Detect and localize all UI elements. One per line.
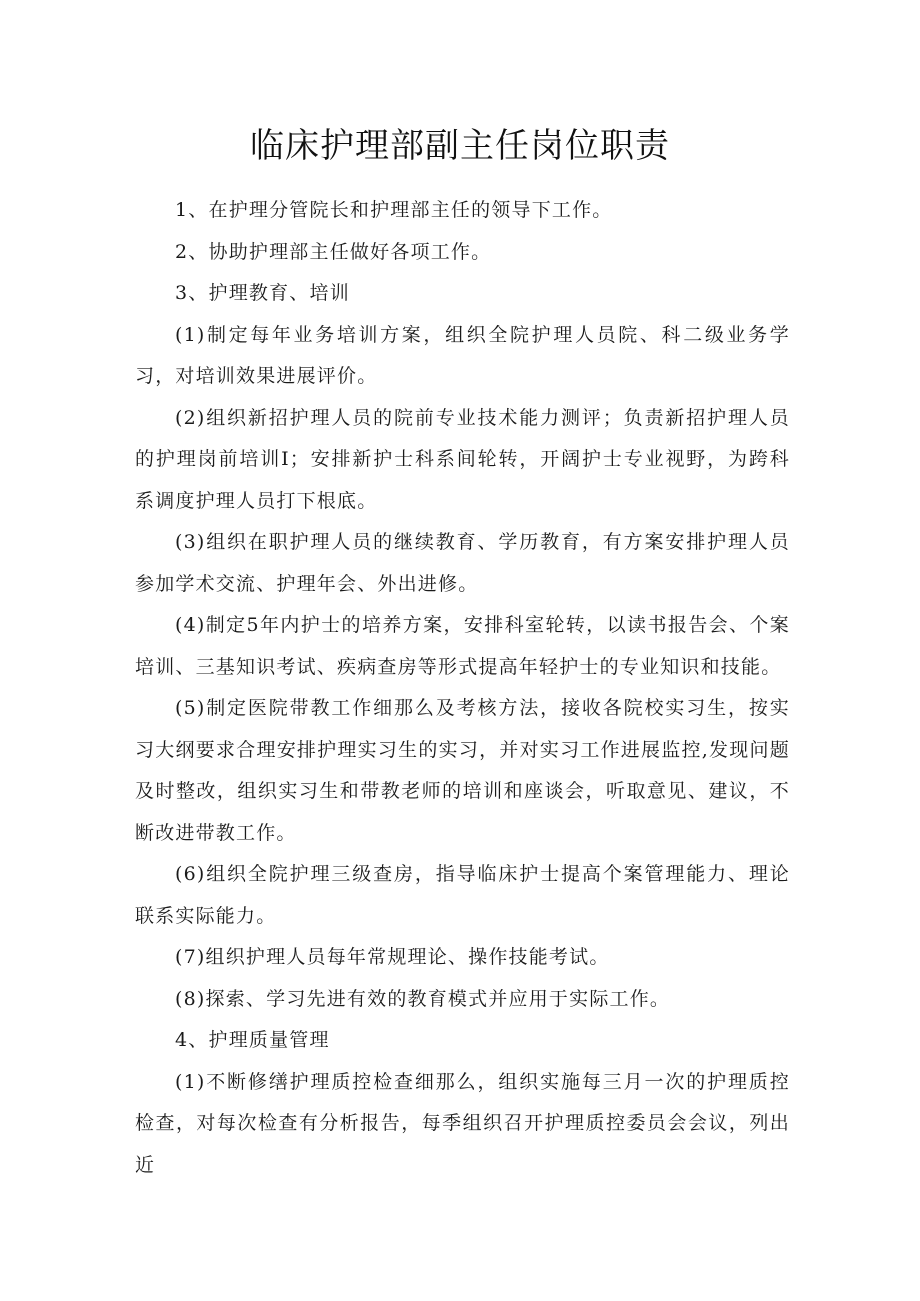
paragraph-4-1: (1)不断修缮护理质控检查细那么，组织实施每三月一次的护理质控检查，对每次检查有分析报告，每季组织召开护理质控委员会会议，列出近	[135, 1070, 790, 1176]
document-body	[135, 190, 790, 1186]
document-title: 临床护理部副主任岗位职责	[250, 126, 670, 166]
paragraph-3-7: (7)组织护理人员每年常规理论、操作技能考试。	[175, 946, 610, 968]
paragraph-3-1: (1)制定每年业务培训方案，组织全院护理人员院、科二级业务学习，对培训效果进展评价。	[135, 323, 790, 387]
paragraph-3-3: (3)组织在职护理人员的继续教育、学历教育，有方案安排护理人员参加学术交流、护理年会、外出进修。	[135, 531, 790, 595]
paragraph-3: 3、护理教育、培训	[175, 282, 350, 304]
paragraph-2: 2、协助护理部主任做好各项工作。	[175, 240, 492, 263]
paragraph-3-5: (5)制定医院带教工作细那么及考核方法，接收各院校实习生，按实习大纲要求合理安排护理实习生的实习，并对实习工作进展监控,发现问题及时整改，组织实习生和带教老师的培训和座谈会，听取意见、建议，不断改进带教工作。	[135, 697, 790, 844]
paragraph-3-4: (4)制定5年内护士的培养方案，安排科室轮转，以读书报告会、个案培训、三基知识考试、疾病查房等形式提高年轻护士的专业知识和技能。	[135, 614, 790, 678]
paragraph-3-6: (6)组织全院护理三级查房，指导临床护士提高个案管理能力、理论联系实际能力。	[135, 863, 790, 927]
paragraph-3-2: (2)组织新招护理人员的院前专业技术能力测评；负责新招护理人员的护理岗前培训I；安排新护士科系间轮转，开阔护士专业视野，为跨科系调度护理人员打下根底。	[135, 406, 790, 512]
paragraph-1: 1、在护理分管院长和护理部主任的领导下工作。	[175, 199, 613, 221]
paragraph-3-8: (8)探索、学习先进有效的教育模式并应用于实际工作。	[175, 987, 671, 1010]
paragraph-4: 4、护理质量管理	[175, 1029, 330, 1051]
